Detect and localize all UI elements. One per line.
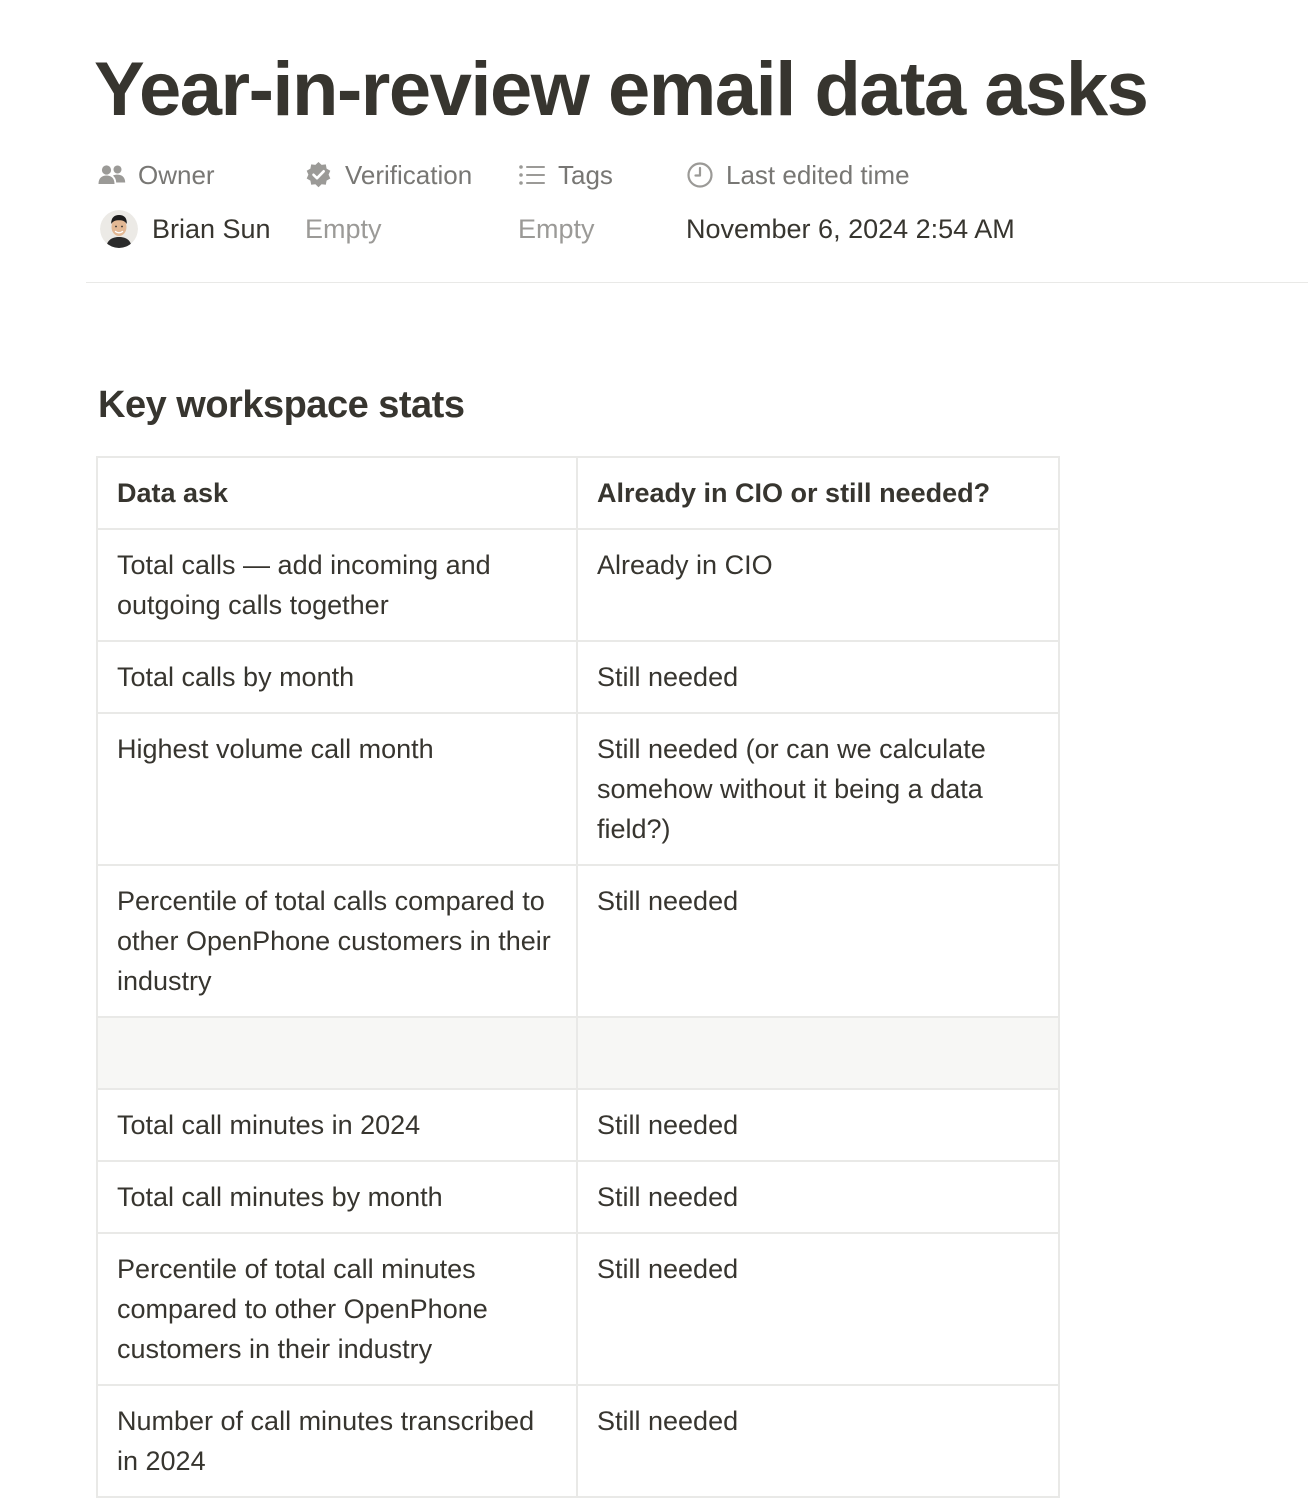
table-row <box>97 1161 1059 1233</box>
table-cell-status[interactable]: Still needed <box>577 1089 1059 1161</box>
table-row-empty <box>97 1017 1059 1089</box>
table-row <box>97 713 1059 865</box>
page-title[interactable]: Year-in-review email data asks <box>94 47 1148 132</box>
table-cell-data-ask[interactable]: Total call minutes in 2024 <box>97 1089 577 1161</box>
avatar <box>100 210 138 248</box>
property-last-edited-value: November 6, 2024 2:54 AM <box>686 213 1015 244</box>
clock-icon <box>686 161 714 189</box>
table-row <box>97 641 1059 713</box>
table-row <box>97 1089 1059 1161</box>
owner-name[interactable]: Brian Sun <box>152 213 271 244</box>
table-cell-status[interactable]: Still needed <box>577 1385 1059 1497</box>
table-row <box>97 865 1059 1017</box>
table-cell-status[interactable]: Still needed <box>577 1161 1059 1233</box>
table-cell-data-ask[interactable]: Number of call minutes transcribed in 2024 <box>97 1385 577 1497</box>
section-heading[interactable]: Key workspace stats <box>98 384 465 426</box>
property-owner-header[interactable] <box>98 160 215 190</box>
table-cell-status[interactable]: Already in CIO <box>577 529 1059 641</box>
data-asks-table <box>96 456 1060 1498</box>
list-icon <box>518 164 546 186</box>
property-tags-header[interactable] <box>518 160 613 190</box>
table-row <box>97 1385 1059 1497</box>
property-label: Owner <box>138 159 215 190</box>
table-cell-status[interactable]: Still needed <box>577 1233 1059 1385</box>
table-cell-status[interactable]: Still needed <box>577 865 1059 1017</box>
verified-badge-icon <box>304 161 333 190</box>
property-label: Tags <box>558 159 613 190</box>
table-cell-data-ask[interactable]: Percentile of total calls compared to other OpenPhone customers in their industry <box>97 865 577 1017</box>
table-header-cell[interactable]: Data ask <box>97 457 577 529</box>
property-label: Last edited time <box>726 159 910 190</box>
property-tags-value[interactable]: Empty <box>518 213 595 244</box>
table-cell-status[interactable]: Still needed (or can we calculate somehow without it being a data field?) <box>577 713 1059 865</box>
property-label: Verification <box>345 159 473 190</box>
table-cell-status[interactable]: Still needed <box>577 641 1059 713</box>
table-cell-data-ask[interactable]: Percentile of total call minutes compared to other OpenPhone customers in their industry <box>97 1233 577 1385</box>
property-verification-header[interactable] <box>304 160 472 190</box>
table-cell-data-ask[interactable]: Highest volume call month <box>97 713 577 865</box>
property-verification-value[interactable]: Empty <box>305 213 382 244</box>
table-cell-status[interactable] <box>577 1017 1059 1089</box>
table-cell-data-ask[interactable]: Total call minutes by month <box>97 1161 577 1233</box>
table-header-cell[interactable]: Already in CIO or still needed? <box>577 457 1059 529</box>
table-cell-data-ask[interactable] <box>97 1017 577 1089</box>
properties-divider <box>86 282 1308 283</box>
table-row <box>97 529 1059 641</box>
table-cell-data-ask[interactable]: Total calls — add incoming and outgoing calls together <box>97 529 577 641</box>
table-header-row <box>97 457 1059 529</box>
table-cell-data-ask[interactable]: Total calls by month <box>97 641 577 713</box>
people-icon <box>98 164 126 186</box>
property-last-edited-header[interactable] <box>686 160 910 190</box>
table-row <box>97 1233 1059 1385</box>
property-owner-value[interactable] <box>100 210 271 248</box>
